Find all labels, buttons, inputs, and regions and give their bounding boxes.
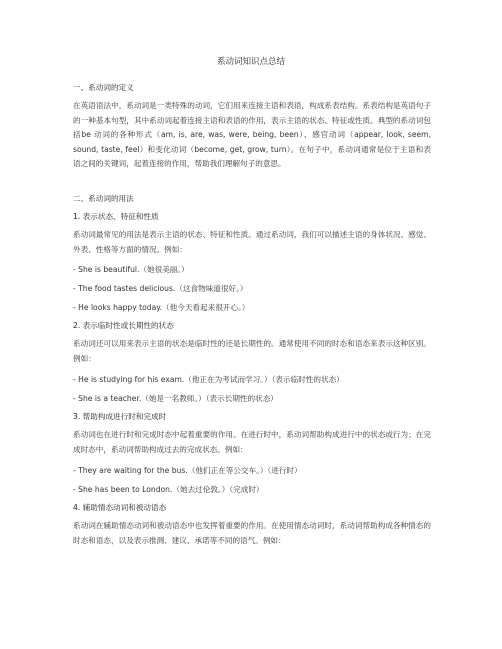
subsection-heading-2: 2. 表示临时性或长期性的状态 <box>73 321 174 330</box>
subsection-1-paragraph: 系动词最常见的用法是表示主语的状态、特征和性质。通过系动词，我们可以描述主语的身体状况、感觉、外表、性格等方面的情况。例如： <box>73 230 431 254</box>
subsection-heading-3: 3. 帮助构成进行时和完成时 <box>73 412 167 421</box>
subsection-heading-1: 1. 表示状态、特征和性质 <box>73 212 159 221</box>
example-line: - She has been to London.（她去过伦敦。）（完成时） <box>73 485 264 494</box>
example-line: - She is a teacher.（她是一名教师。）（表示长期性的状态） <box>73 394 278 403</box>
example-line: - They are waiting for the bus.（他们正在等公交车。）（进行时） <box>73 466 302 475</box>
definition-paragraph: 在英语语法中，系动词是一类特殊的动词，它们用来连接主语和表语，构成系表结构。系表结构是英语句子的一种基本句型，其中系动词起着连接主语和表语的作用，表示主语的状态、特征或性质。典型的系动词包括be 动词的各种形式（am, is, are, was, were, being, been）、感官动词（appear, look, seem, sound, taste, feel）和变化动词（become, get, grow, turn）。在句子中，系动词通常是位于主语和表语之间的关键词，起着连接的作用，帮助我们理解句子的意思。 <box>73 101 431 169</box>
subsection-3-paragraph: 系动词也在进行时和完成时态中起着重要的作用。在进行时中，系动词帮助构成进行中的状态或行为；在完成时态中，系动词帮助构成过去的完成状态。例如： <box>73 430 431 454</box>
example-line: - He looks happy today.（他今天看起来很开心。） <box>73 303 250 312</box>
section-heading-usage: 二、系动词的用法 <box>73 194 134 203</box>
section-heading-definition: 一、系动词的定义 <box>73 83 134 92</box>
subsection-2-paragraph: 系动词还可以用来表示主语的状态是临时性的还是长期性的。通常使用不同的时态和语态来表示这种区别。例如： <box>73 339 431 363</box>
example-line: - The food tastes delicious.（这食物味道很好。） <box>73 284 248 293</box>
example-line: - She is beautiful.（她很美丽。） <box>73 265 189 274</box>
document-title: 系动词知识点总结 <box>216 57 285 67</box>
subsection-heading-4: 4. 辅助情态动词和被动语态 <box>73 503 167 512</box>
subsection-4-paragraph: 系动词在辅助情态动词和被动语态中也发挥着重要的作用。在使用情态动词时，系动词帮助构成各种情态的时态和语态，以及表示推测、建议、承诺等不同的语气。例如： <box>73 521 431 545</box>
example-line: - He is studying for his exam.（他正在为考试而学习。）（表示临时性的状态） <box>73 375 344 384</box>
